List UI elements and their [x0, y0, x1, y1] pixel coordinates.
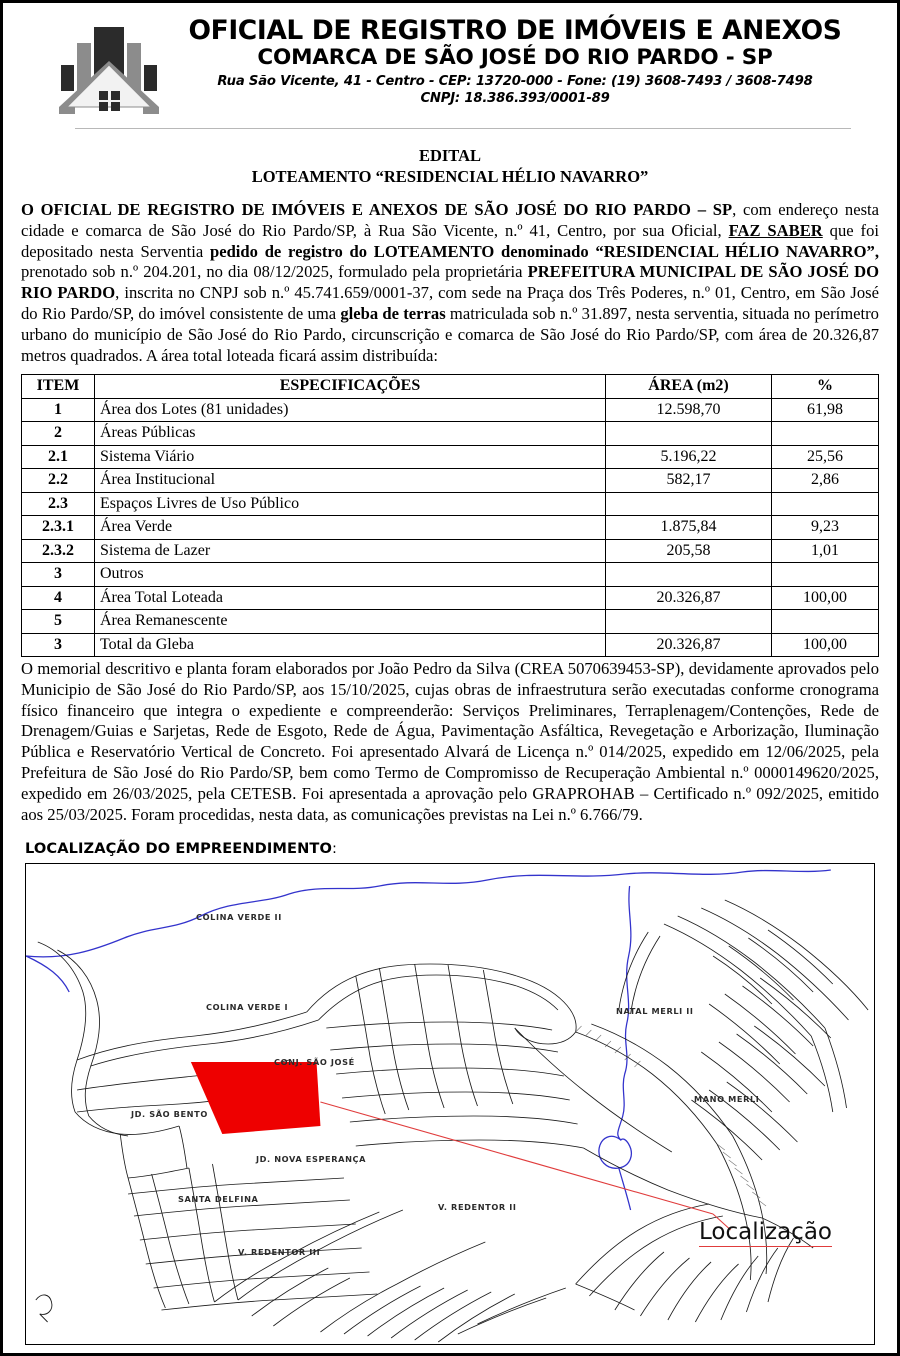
map-drawing: [26, 864, 874, 1344]
table-header-row: [22, 375, 879, 398]
map-label: V. REDENTOR II: [438, 1201, 517, 1212]
table-row: [22, 610, 879, 633]
cell-spec: Sistema Viário: [95, 445, 606, 468]
document-header: [3, 3, 897, 119]
intro-faz-saber: FAZ SABER: [728, 220, 823, 240]
cell-area: 5.196,22: [606, 445, 772, 468]
location-map: [25, 863, 875, 1345]
cell-item: 5: [22, 610, 95, 633]
map-label: COLINA VERDE I: [206, 1001, 289, 1012]
building-house-icon: [51, 21, 169, 119]
cell-pct: 61,98: [772, 398, 879, 421]
cell-area: [606, 422, 772, 445]
table-row: [22, 539, 879, 562]
intro-text-5: matriculada sob n.º 31.897, nesta serventia, situada no perímetro urbano do município de São José do Rio Pardo, circunscrição e comarca de São José do Rio Pardo/SP, com área de 20.326,87 metros quadrados. A área total loteada ficará assim distribuída:: [21, 303, 879, 365]
cell-item: 3: [22, 633, 95, 656]
registry-cnpj: CNPJ: 18.386.393/0001-89: [420, 91, 610, 107]
cell-pct: [772, 492, 879, 515]
development-highlight: [191, 1062, 321, 1134]
table-row: [22, 563, 879, 586]
cell-item: 2.3.1: [22, 516, 95, 539]
map-rivers: [26, 870, 831, 1210]
table-row: [22, 586, 879, 609]
cell-area: 1.875,84: [606, 516, 772, 539]
intro-text-4: , inscrita no CNPJ sob n.º 45.741.659/0001-37, com sede na Praça dos Três Poderes, n.º 01, Centro, em São José do Rio Pardo/SP, do imóvel consistente de uma: [21, 283, 879, 323]
cell-area: 20.326,87: [606, 586, 772, 609]
cell-spec: Áreas Públicas: [95, 422, 606, 445]
north-arrow-icon: [36, 1294, 52, 1321]
col-spec: ESPECIFICAÇÕES: [95, 375, 606, 398]
table-row: [22, 633, 879, 656]
map-label: SANTA DELFINA: [178, 1193, 259, 1204]
cell-area: 582,17: [606, 469, 772, 492]
table-row: [22, 422, 879, 445]
cell-spec: Sistema de Lazer: [95, 539, 606, 562]
cell-area: [606, 610, 772, 633]
table-row: [22, 398, 879, 421]
cell-pct: 100,00: [772, 586, 879, 609]
map-streets: [38, 900, 868, 1342]
closing-paragraph: O memorial descritivo e planta foram elaborados por João Pedro da Silva (CREA 5070639453-SP), devidamente aprovados pelo Municipio de São José do Rio Pardo/SP, aos 15/10/2025, cujas obras de infraestrutura serão executadas conforme cronograma físico financeiro que integra o expediente e compreenderão: Serviços Preliminares, Terraplenagem/Contenções, Rede de Drenagem/Guias e Sarjetas, Rede de Esgoto, Rede de Água, Pavimentação Asfáltica, Revegetação e Arborização, Iluminação Pública e Reservatório Vertical de Concreto. Foi apresentado Alvará de Licença n.º 014/2025, expedido em 12/06/2025, pela Prefeitura de São José do Rio Pardo/SP, bem como Termo de Compromisso de Recuperação Ambiental n.º 0000149620/2025, expedido em 26/03/2025, pela CETESB. Foi apresentada a aprovação pelo GRAPROHAB – Certificado n.º 092/2025, emitido aos 25/03/2025. Foram procedidas, nesta data, as comunicações previstas na Lei n.º 6.766/79.: [21, 659, 879, 824]
cell-item: 2.3: [22, 492, 95, 515]
map-label: NATAL MERLI II: [616, 1005, 694, 1016]
cell-pct: 100,00: [772, 633, 879, 656]
cell-spec: Área dos Lotes (81 unidades): [95, 398, 606, 421]
map-hatching: [576, 1026, 766, 1206]
title-loteamento: LOTEAMENTO “RESIDENCIAL HÉLIO NAVARRO”: [251, 167, 649, 187]
cell-spec: Total da Gleba: [95, 633, 606, 656]
cell-area: 205,58: [606, 539, 772, 562]
cell-spec: Outros: [95, 563, 606, 586]
map-label: V. REDENTOR III: [238, 1246, 321, 1257]
cell-pct: [772, 422, 879, 445]
cell-area: 20.326,87: [606, 633, 772, 656]
cell-spec: Área Institucional: [95, 469, 606, 492]
registry-title: OFICIAL DE REGISTRO DE IMÓVEIS E ANEXOS: [188, 15, 842, 46]
cell-item: 2.2: [22, 469, 95, 492]
location-section-colon: :: [331, 839, 338, 857]
intro-gleba-bold: gleba de terras: [340, 303, 446, 323]
registry-comarca: COMARCA DE SÃO JOSÉ DO RIO PARDO - SP: [257, 44, 773, 70]
registry-logo: [51, 21, 169, 119]
areas-table: [21, 374, 879, 657]
cell-area: 12.598,70: [606, 398, 772, 421]
cell-item: 4: [22, 586, 95, 609]
intro-text-2: que foi depositado nesta Serventia: [21, 220, 879, 261]
areas-table-body: [22, 398, 879, 656]
col-item: ITEM: [22, 375, 95, 398]
table-row: [22, 516, 879, 539]
intro-text-3: prenotado sob n.º 204.201, no dia 08/12/2025, formulado pela proprietária: [21, 262, 528, 282]
cell-pct: 1,01: [772, 539, 879, 562]
localizacao-callout: Localização: [699, 1218, 832, 1245]
cell-item: 2.1: [22, 445, 95, 468]
cell-item: 1: [22, 398, 95, 421]
intro-paragraph: [21, 200, 879, 367]
cell-spec: Espaços Livres de Uso Público: [95, 492, 606, 515]
cell-spec: Área Remanescente: [95, 610, 606, 633]
map-label: COLINA VERDE II: [196, 911, 282, 922]
intro-text-1: , com endereço nesta cidade e comarca de São José do Rio Pardo/SP, à Rua São Vicente, n.º 41, Centro, por sua Oficial,: [21, 199, 879, 240]
cell-area: [606, 563, 772, 586]
map-label: CONJ. SÃO JOSÉ: [274, 1056, 355, 1067]
title-edital: EDITAL: [418, 146, 482, 165]
cell-item: 2.3.2: [22, 539, 95, 562]
col-pct: %: [772, 375, 879, 398]
intro-pedido-bold: pedido de registro do LOTEAMENTO denominado “RESIDENCIAL HÉLIO NAVARRO”,: [209, 241, 879, 261]
cell-item: 2: [22, 422, 95, 445]
registry-address: Rua São Vicente, 41 - Centro - CEP: 13720-000 - Fone: (19) 3608-7493 / 3608-7498: [217, 74, 813, 90]
location-section-label-text: LOCALIZAÇÃO DO EMPREENDIMENTO: [25, 839, 332, 857]
table-row: [22, 469, 879, 492]
intro-officer-bold: O OFICIAL DE REGISTRO DE IMÓVEIS E ANEXOS DE SÃO JOSÉ DO RIO PARDO – SP: [21, 199, 733, 219]
table-row: [22, 492, 879, 515]
col-area: ÁREA (m2): [606, 375, 772, 398]
table-row: [22, 445, 879, 468]
map-label: JD. SÃO BENTO: [131, 1108, 208, 1119]
map-label: MANO MERLI: [694, 1093, 760, 1104]
callout-leader-line: [320, 1102, 730, 1230]
cell-spec: Área Verde: [95, 516, 606, 539]
header-text-block: [163, 17, 867, 106]
page-title: [3, 145, 897, 188]
cell-pct: 9,23: [772, 516, 879, 539]
cell-spec: Área Total Loteada: [95, 586, 606, 609]
cell-pct: 2,86: [772, 469, 879, 492]
cell-area: [606, 492, 772, 515]
location-section-label: [25, 840, 879, 857]
header-divider: [75, 128, 851, 129]
map-label: JD. NOVA ESPERANÇA: [256, 1153, 367, 1164]
cell-pct: [772, 563, 879, 586]
cell-pct: 25,56: [772, 445, 879, 468]
cell-pct: [772, 610, 879, 633]
intro-prefeitura-bold: PREFEITURA MUNICIPAL DE SÃO JOSÉ DO RIO PARDO: [21, 262, 879, 303]
cell-item: 3: [22, 563, 95, 586]
